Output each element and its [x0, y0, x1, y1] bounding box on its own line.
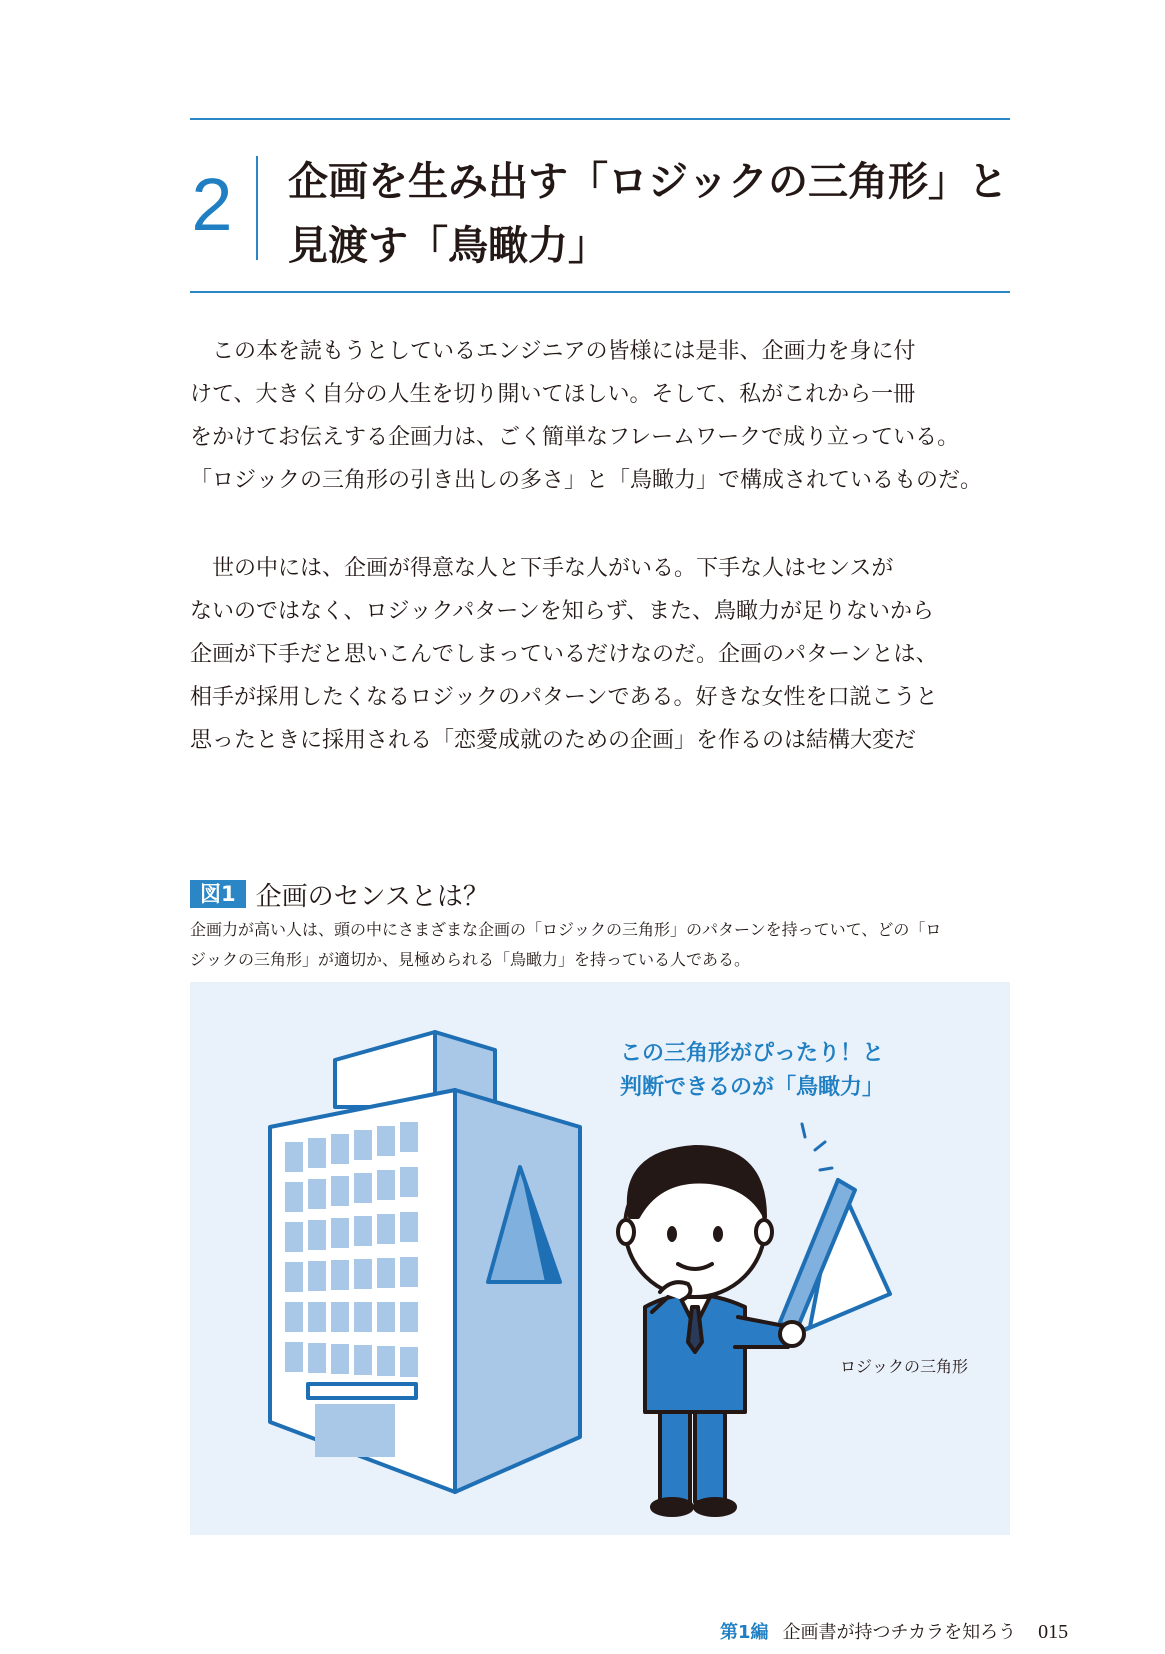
chapter-title-line: 企画を生み出す「ロジックの三角形」と: [288, 159, 1008, 205]
figure-label: [190, 880, 489, 912]
text-line: この本を読もうとしているエンジニアの皆様には是非、企画力を身に付: [190, 339, 916, 364]
header-top-rule: [190, 118, 1010, 120]
speech-text: [620, 1037, 884, 1105]
speech-line: この三角形がぴったり！と: [620, 1041, 885, 1066]
figure-title: 企画のセンスとは？: [255, 881, 489, 912]
text-line: 相手が採用したくなるロジックのパターンである。好きな女性を口説こうと: [190, 685, 938, 710]
paragraph-2: [190, 547, 1010, 762]
caption-line: 企画力が高い人は、頭の中にさまざまな企画の「ロジックの三角形」のパターンを持っていて、どの「ロ: [190, 920, 942, 939]
caption-line: ジックの三角形」が適切か、見極められる「鳥瞰力」を持っている人である。: [190, 950, 751, 969]
text-line: けて、大きく自分の人生を切り開いてほしい。そして、私がこれから一冊: [190, 382, 916, 407]
text-line: ないのではなく、ロジックパターンを知らず、また、鳥瞰力が足りないから: [190, 599, 935, 624]
page-number: 015: [1038, 1621, 1069, 1643]
businessman-icon: [618, 1147, 804, 1515]
figure-illustration: [190, 982, 1010, 1535]
illustration-drawing: [190, 982, 1010, 1535]
chapter-separator: [256, 156, 258, 260]
logic-triangle-icon: [780, 1180, 890, 1334]
speech-line: 判断できるのが「鳥瞰力」: [620, 1075, 885, 1100]
text-line: 思ったときに採用される「恋愛成就のための企画」を作るのは結構大変だ: [190, 728, 917, 753]
chapter-title-line: 見渡す「鳥瞰力」: [288, 223, 608, 269]
header-bottom-rule: [190, 291, 1010, 293]
sparkle-icon: [802, 1124, 832, 1170]
text-line: 「ロジックの三角形の引き出しの多さ」と「鳥瞰力」で構成されているものだ。: [190, 468, 983, 493]
paragraph-1: [190, 330, 1010, 502]
text-line: をかけてお伝えする企画力は、ごく簡単なフレームワークで成り立っている。: [190, 425, 960, 450]
footer-part: 第1編: [720, 1622, 769, 1643]
figure-caption: [190, 915, 1020, 975]
chapter-number: 2: [191, 163, 233, 246]
footer-title: 企画書が持つチカラを知ろう: [782, 1622, 1017, 1643]
figure-badge: 図1: [190, 880, 246, 908]
text-line: 企画が下手だと思いこんでしまっているだけなのだ。企画のパターンとは、: [190, 642, 938, 667]
text-line: 世の中には、企画が得意な人と下手な人がいる。下手な人はセンスが: [190, 556, 894, 581]
page-footer: [720, 1618, 1120, 1644]
chapter-title: [288, 150, 1018, 278]
triangle-label: ロジックの三角形: [840, 1357, 969, 1376]
